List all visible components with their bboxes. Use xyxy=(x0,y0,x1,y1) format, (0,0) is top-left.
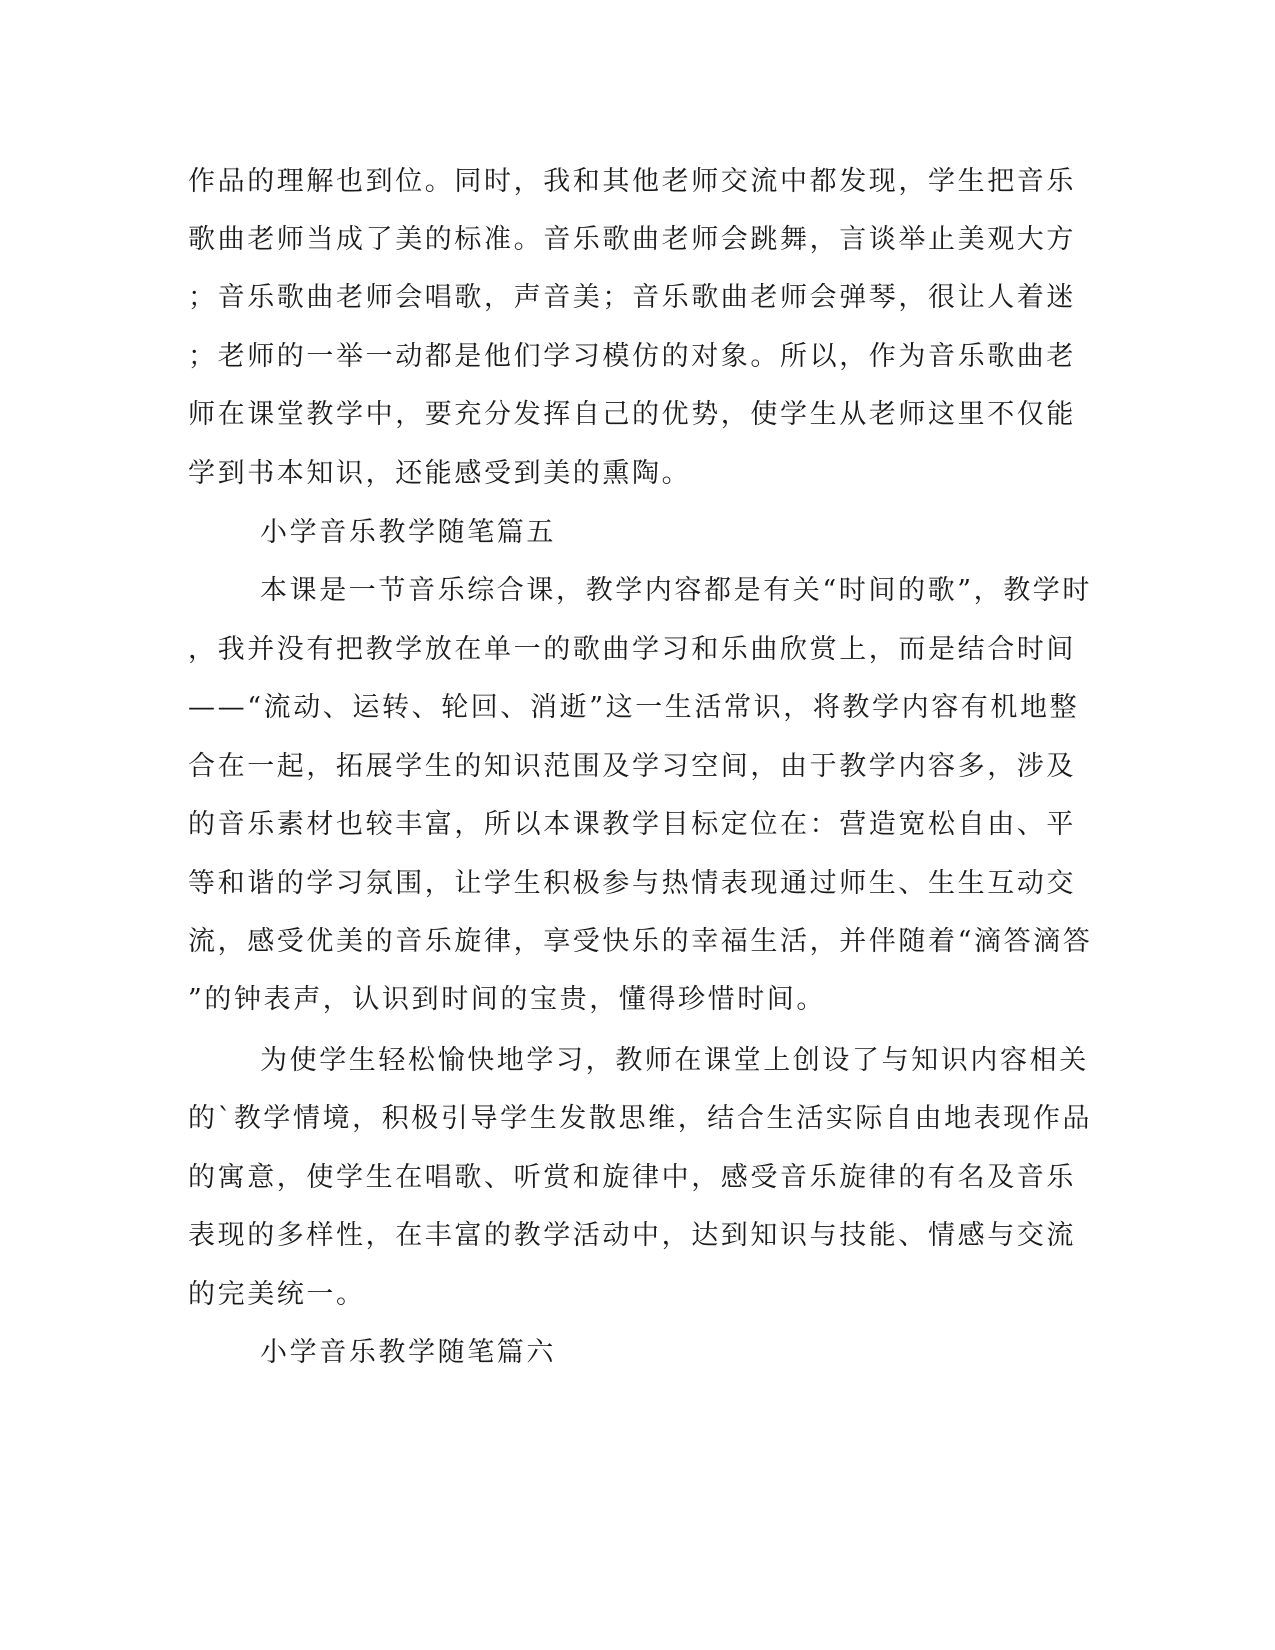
paragraph-line: 作品的理解也到位。同时，我和其他老师交流中都发现，学生把音乐 xyxy=(188,166,1076,197)
paragraph-line: 流，感受优美的音乐旋律，享受快乐的幸福生活，并伴随着“滴答滴答 xyxy=(188,926,1093,957)
paragraph-line: 的寓意，使学生在唱歌、听赏和旋律中，感受音乐旋律的有名及音乐 xyxy=(188,1162,1076,1193)
paragraph-line: ——“流动、运转、轮回、消逝”这一生活常识，将教学内容有机地整 xyxy=(188,692,1080,723)
paragraph-first-line: 为使学生轻松愉快地学习，教师在课堂上创设了与知识内容相关 xyxy=(260,1045,1089,1076)
paragraph-line: 学到书本知识，还能感受到美的熏陶。 xyxy=(188,458,692,489)
paragraph-line: ，我并没有把教学放在单一的歌曲学习和乐曲欣赏上，而是结合时间 xyxy=(188,634,1076,665)
paragraph-line: 的音乐素材也较丰富，所以本课教学目标定位在：营造宽松自由、平 xyxy=(188,809,1076,840)
paragraph-line: 等和谐的学习氛围，让学生积极参与热情表现通过师生、生生互动交 xyxy=(188,868,1076,899)
paragraph-line: ；老师的一举一动都是他们学习模仿的对象。所以，作为音乐歌曲老 xyxy=(188,341,1076,372)
paragraph-line: 表现的多样性，在丰富的教学活动中，达到知识与技能、情感与交流 xyxy=(188,1220,1076,1251)
paragraph-line: 的`教学情境，积极引导学生发散思维，结合生活实际自由地表现作品 xyxy=(188,1103,1093,1134)
paragraph-line: 歌曲老师当成了美的标准。音乐歌曲老师会跳舞，言谈举止美观大方 xyxy=(188,224,1076,255)
section-heading: 小学音乐教学随笔篇六 xyxy=(260,1337,556,1368)
paragraph-line: ；音乐歌曲老师会唱歌，声音美；音乐歌曲老师会弹琴，很让人着迷 xyxy=(188,282,1076,313)
section-heading: 小学音乐教学随笔篇五 xyxy=(260,517,556,548)
paragraph-line: 师在课堂教学中，要充分发挥自己的优势，使学生从老师这里不仅能 xyxy=(188,399,1076,430)
paragraph-line: 合在一起，拓展学生的知识范围及学习空间，由于教学内容多，涉及 xyxy=(188,751,1076,782)
paragraph-line: ”的钟表声，认识到时间的宝贵，懂得珍惜时间。 xyxy=(188,984,827,1015)
paragraph-first-line: 本课是一节音乐综合课，教学内容都是有关“时间的歌”，教学时 xyxy=(260,575,1093,606)
paragraph-line: 的完美统一。 xyxy=(188,1279,366,1310)
